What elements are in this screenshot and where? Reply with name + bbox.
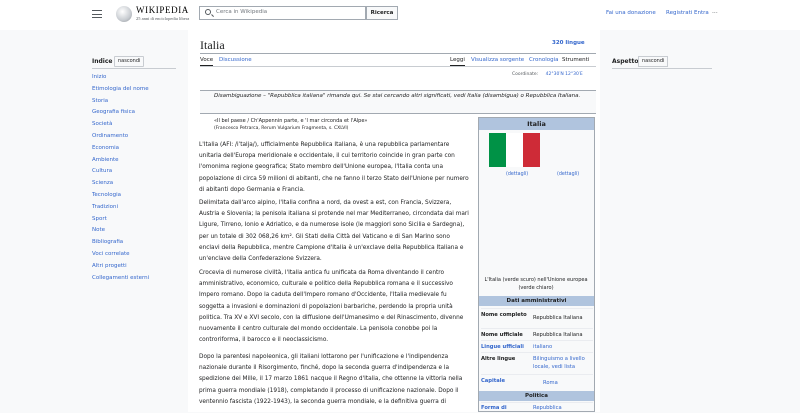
main-menu-icon[interactable] [92, 10, 102, 18]
appearance-hide-button[interactable]: nascondi [638, 56, 668, 67]
toc-item[interactable]: Altri progetti [92, 262, 127, 269]
toc-item[interactable]: Inizio [92, 74, 107, 80]
infobox-value: Repubblica Italiana [533, 332, 583, 338]
paragraph-unification: Dopo la parentesi napoleonica, gli italiani lottarono per l'unificazione e l'indipendenza nazionale durante il Risorgimento, finché, dopo la seconda guerra d'indipendenza e la spedizione dei Mille, il 17 marzo 1861 nacque il Regno d'Italia, che ottenne la vittoria nella prima guerra mondiale (1918), completando il processo di unificazione nazionale. Dopo il ventennio fascista (1922-1943), la seconda guerra mondiale, e la definitiva guerra di [199, 354, 463, 405]
infobox-key[interactable]: Lingue ufficiali [481, 344, 524, 350]
infobox-row [481, 402, 593, 413]
toc-item[interactable]: Società [92, 121, 113, 128]
infobox-key[interactable]: Forma di [481, 405, 507, 411]
petrarca-quote [214, 117, 367, 133]
search-placeholder: Cerca in Wikipedia [216, 9, 268, 15]
toc-item[interactable]: Storia [92, 97, 109, 104]
coordinates-value[interactable]: 42°30′N 12°30′E [545, 72, 583, 77]
paragraph-history: Crocevia di numerose civiltà, l'Italia antica fu unificata da Roma diventando il centro amministrativo, economico, culturale e politico della Repubblica romana e il successivo Impero romano. Dopo la caduta dell'Impero romano d'Occidente, l'Italia medievale fu soggetta a invasioni e dominazioni di popolazioni barbariche, perdendo la propria unità politica. Tra XV e XVI secolo, con la diffusione dell'Umanesimo e del Rinascimento, divenne nuovamente il centro culturale del mondo occidentale. La penisola conobbe poi la controriforma, il barocco e il neoclassicismo. [199, 270, 464, 344]
appearance-divider [612, 68, 712, 69]
flag-of-italy[interactable] [489, 133, 540, 167]
coordinates [512, 72, 583, 77]
toc-title: Indice [92, 58, 113, 65]
paragraph-geography: Delimitata dall'arco alpino, l'Italia confina a nord, da ovest a est, con Francia, Svizzera, Austria e Slovenia; la penisola italiana si protende nel mar Mediterraneo, circondata dai mari Ligure, Tirreno, Ionio e Adriatico, e da numerose isole (le maggiori sono Sicilia e Sardegna), per un totale di 302 068,26 km². Gli Stati della Città del Vaticano e di San Marino sono enclavi della Repubblica, mentre Campione d'Italia è un'exclave della Repubblica Italiana e un'enclave della Confederazione Svizzera. [199, 200, 469, 263]
tools-dropdown[interactable]: Strumenti [562, 57, 590, 63]
infobox-key: Nome ufficiale [481, 332, 523, 338]
flag-green-band [489, 133, 506, 167]
toc-item[interactable]: Note [92, 227, 106, 234]
donate-link[interactable]: Fai una donazione [606, 10, 656, 16]
tab-cronologia[interactable]: Cronologia [529, 57, 559, 63]
toc-item[interactable]: Etimologia del nome [92, 85, 149, 92]
flag-details-link[interactable]: (dettagli) [506, 172, 529, 177]
toc-divider [92, 68, 176, 69]
location-map[interactable] [481, 184, 592, 272]
page-title: Italia [200, 38, 225, 52]
appearance-title: Aspetto [612, 58, 639, 65]
emblem-details-link[interactable]: (dettagli) [557, 172, 580, 177]
quote-line: «Il bel paese / Ch'Appennin parte, e 'l mar circonda et l'Alpe» [214, 118, 368, 124]
tab-leggi[interactable]: Leggi [450, 57, 465, 66]
wikipedia-logo-icon[interactable] [116, 6, 132, 22]
tab-voce[interactable]: Voce [200, 57, 213, 66]
infobox-row [481, 308, 593, 329]
map-caption: L'Italia (verde scuro) nell'Unione europea (verde chiaro) [484, 277, 588, 291]
infobox-value: Repubblica Italiana [533, 315, 583, 321]
tab-discussione[interactable]: Discussione [219, 57, 252, 63]
tab-visualizza-sorgente[interactable]: Visualizza sorgente [471, 57, 525, 63]
wikipedia-wordmark[interactable]: WIKIPEDIA [136, 5, 189, 15]
paragraph-intro: L'Italia (AFI: /iˈtalja/), ufficialmente Repubblica Italiana, è una repubblica parlamentare unitaria dell'Europa meridionale e occidentale, il cui territorio coincide in gran parte con l'omonima regione geografica; Stato membro dell'Unione europea, l'Italia conta una popolazione di circa 59 milioni di abitanti, che ne fanno il terzo Stato dell'Unione per numero di abitanti dopo Germania e Francia. [199, 142, 469, 193]
wikipedia-tagline: 25 anni di enciclopedia libera [136, 16, 190, 21]
infobox-section-politics: Politica [479, 391, 594, 401]
language-button[interactable]: 320 lingue [552, 40, 585, 46]
toc-item[interactable]: Bibliografia [92, 239, 124, 246]
infobox-value[interactable]: Repubblica [533, 405, 562, 411]
coordinates-label: Coordinate: [512, 72, 539, 77]
top-header [0, 0, 800, 30]
toc-item[interactable]: Collegamenti esterni [92, 274, 150, 281]
title-divider [200, 53, 596, 54]
toc-item[interactable]: Tradizioni [92, 203, 118, 210]
toc-item[interactable]: Sport [92, 215, 107, 222]
toc-item[interactable]: Geografia fisica [92, 109, 135, 116]
toc-item[interactable]: Ordinamento [92, 132, 129, 139]
disambiguation-note: Disambiguazione – "Repubblica italiana" rimanda qui. Se stai cercando altri significati, vedi Italia (disambigua) o Repubblica Italiana. [200, 90, 596, 114]
login-link[interactable]: Entra [694, 10, 709, 16]
toc-item[interactable]: Scienza [92, 180, 114, 187]
infobox-value[interactable]: Bilinguismo a livello locale, vedi lista [533, 356, 585, 370]
infobox-row [481, 374, 593, 391]
quote-source: (Francesco Petrarca, Rerum Vulgarium Fragmenta, s. CXLVI) [214, 126, 349, 131]
user-menu-icon[interactable]: ··· [712, 10, 718, 17]
toc-item[interactable]: Voci correlate [92, 250, 130, 257]
infobox-title: Italia [479, 118, 594, 130]
toc-list [92, 72, 182, 284]
toc-item[interactable]: Economia [92, 144, 119, 151]
register-link[interactable]: Registrati [666, 10, 693, 16]
toc-hide-button[interactable]: nascondi [114, 56, 144, 67]
infobox-section-admin: Dati amministrativi [479, 296, 594, 306]
flag-white-band [506, 133, 523, 167]
infobox-value[interactable]: italiano [533, 344, 553, 350]
search-button[interactable]: Ricerca [366, 6, 398, 20]
infobox-key: Nome completo [481, 312, 527, 318]
search-icon [205, 9, 211, 15]
flag-red-band [523, 133, 540, 167]
infobox-row [481, 352, 593, 375]
infobox-value[interactable]: Roma [543, 380, 558, 386]
toc-item[interactable]: Ambiente [92, 156, 119, 163]
toc-item[interactable]: Tecnologia [92, 191, 121, 198]
tabs-divider [200, 66, 596, 67]
toc-item[interactable]: Cultura [92, 168, 113, 175]
infobox-key: Altre lingue [481, 356, 516, 362]
infobox-key[interactable]: Capitale [481, 378, 506, 384]
